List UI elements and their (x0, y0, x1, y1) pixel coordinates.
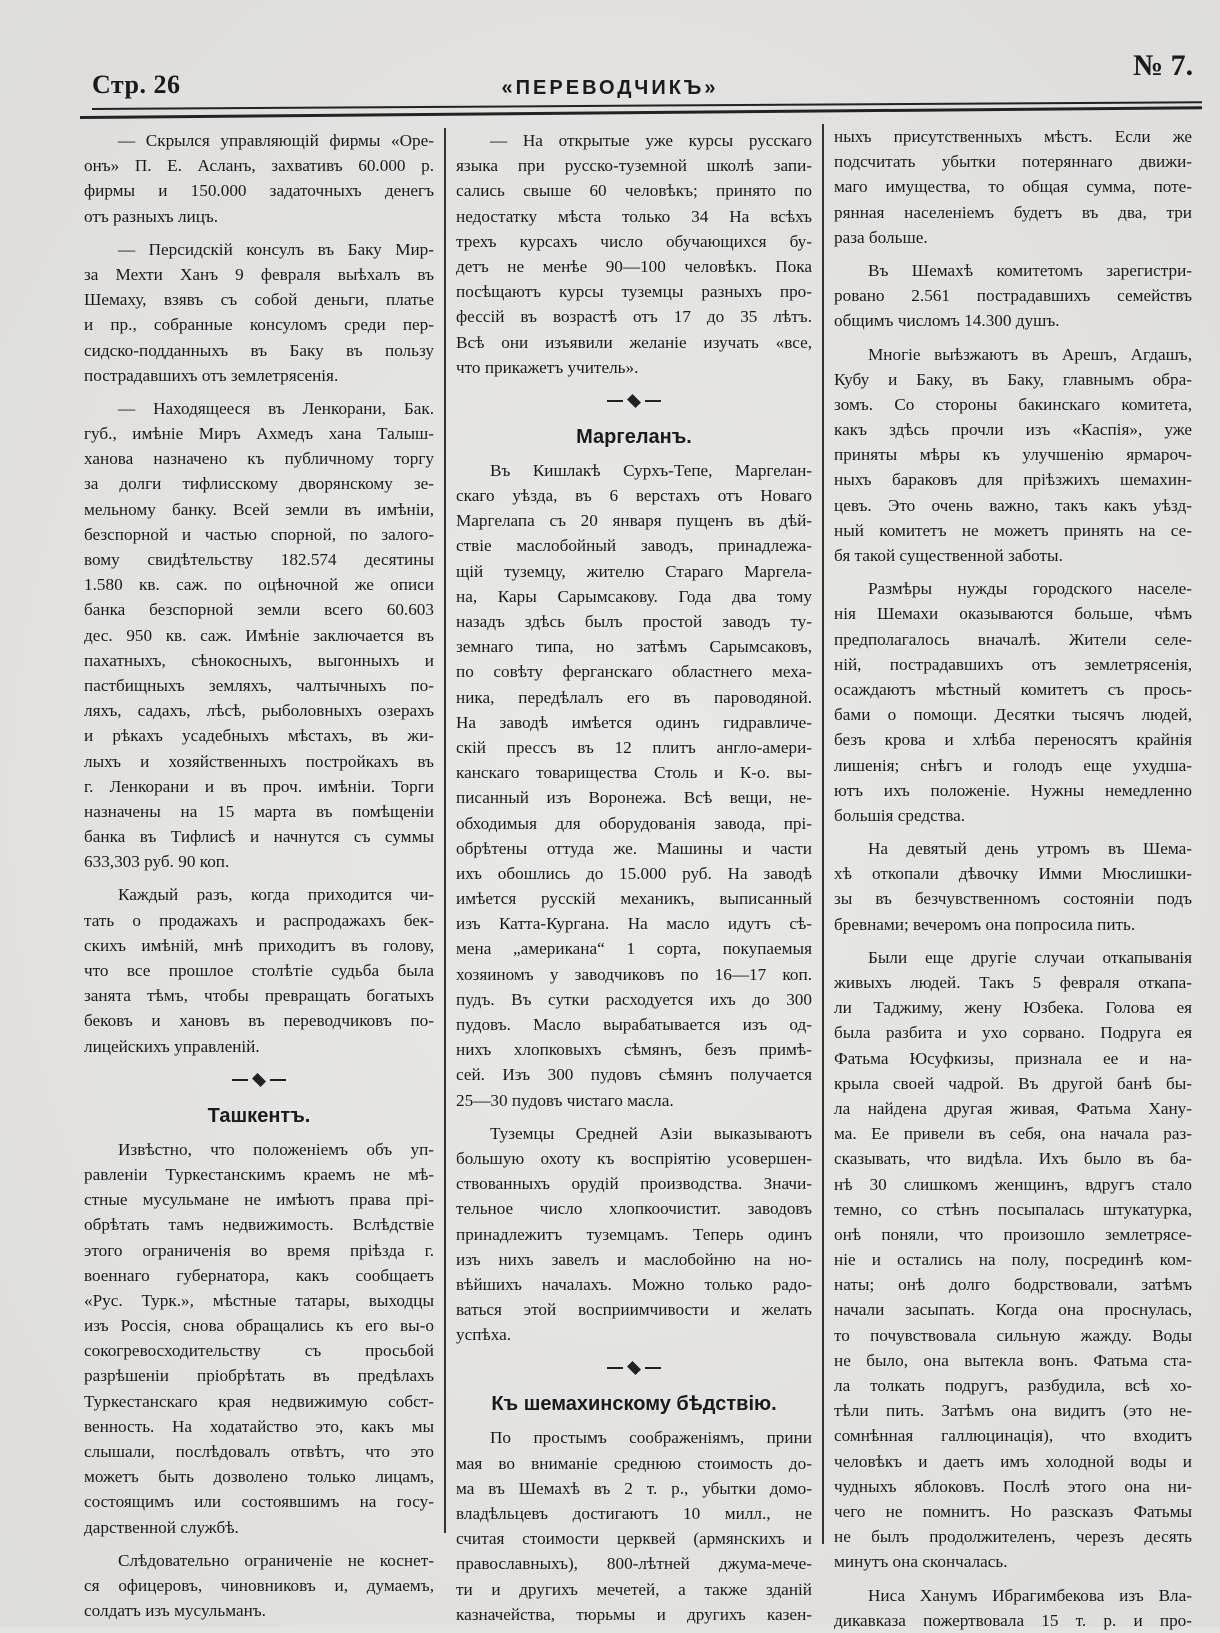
text-line: Каждый разъ, когда приходится чи- (118, 885, 434, 905)
text-line: ный комитетъ не можетъ принять на се- (834, 520, 1192, 540)
text-line: на, Кары Сарымсакову. Года два тому (456, 586, 812, 606)
text-line: скихъ имѣній, мнѣ приходитъ въ голову, (84, 935, 434, 955)
section-ornament (456, 386, 812, 416)
text-line: военнаго губернатора, какъ сообщаетъ (84, 1265, 434, 1285)
text-line: По простымъ соображеніямъ, прини (490, 1428, 812, 1448)
text-line: считая стоимости церквей (армянскихъ и (456, 1529, 812, 1549)
text-line: Шемаху, взявъ съ собой деньги, платье (84, 290, 434, 310)
text-line: Туземцы Средней Азіи выказываютъ (490, 1123, 812, 1143)
text-line: ровано 2.561 пострадавшихъ семействъ (834, 286, 1192, 306)
paragraph (456, 458, 812, 1113)
text-line: щій туземцу, жителю Стараго Маргела- (456, 561, 812, 581)
text-line: стные мусульмане не имѣютъ права прі- (84, 1190, 434, 1210)
column-divider-left (444, 128, 446, 1533)
text-line: 25—30 пудовъ чистаго масла. (456, 1090, 674, 1110)
text-line: сидско-подданныхъ въ Баку въ пользу (84, 340, 434, 360)
section-heading-shemakha: Къ шемахинскому бѣдствію. (491, 1393, 777, 1416)
text-line: детъ не менѣе 90—100 человѣкъ. Пока (456, 256, 812, 276)
text-line: тѣли пить. Затѣмъ она видитъ (это не- (834, 1401, 1192, 1421)
paragraph (834, 342, 1192, 569)
text-line: не было, она вытекла вонъ. Фатьма ста- (834, 1350, 1192, 1370)
text-line: банка безспорной земли всего 60.603 (84, 600, 434, 620)
text-line: минутъ она скончалась. (834, 1552, 1008, 1572)
paragraph (84, 128, 434, 229)
text-line: Слѣдовательно ограниченіе не коснет- (118, 1550, 434, 1570)
text-line: тельное число хлопкоочистит. заводовъ (456, 1199, 812, 1219)
text-line: казначейства, тюрьмы и другихъ казен- (456, 1604, 812, 1624)
text-line: мельному банку. Всей земли въ имѣніи, (84, 499, 434, 519)
column-right (834, 124, 1192, 1633)
text-line: Размѣры нужды городского населе- (868, 579, 1192, 599)
paragraph (84, 1137, 434, 1540)
diamond-icon (252, 1073, 266, 1087)
text-line: что все прошлое столѣтіе судьба была (84, 961, 434, 980)
text-line: пастбищныхъ земляхъ, чалтычныхъ по- (84, 675, 434, 695)
text-line: пудъ. Въ сутки расходуется ихъ до 300 (456, 989, 812, 1009)
paragraph (834, 945, 1192, 1575)
text-line: ній, пострадавшихъ отъ землетрясенія, (834, 654, 1192, 674)
text-line: бековъ и хановъ въ переводчиковъ по- (84, 1011, 434, 1031)
text-line: живыхъ людей. Такъ 5 февраля откапа- (834, 973, 1192, 992)
text-line: ла найдена другая живая, Фатьма Хану- (834, 1098, 1192, 1118)
text-line: большую охоту къ воспріятію усовершен- (456, 1148, 812, 1168)
text-line: чего не помнитъ. Но разсказъ Фатьмы (834, 1501, 1192, 1521)
text-line: занята тѣмъ, чтобы превращать богатыхъ (84, 986, 434, 1006)
text-line: скаго уѣзда, въ 6 верстахъ отъ Новаго (456, 486, 812, 506)
text-line: бя такой существенной заботы. (834, 546, 1063, 565)
text-line: ся офицеровъ, чиновниковъ и, думаемъ, (84, 1575, 434, 1595)
paragraph (456, 1425, 812, 1627)
text-line: большія средства. (834, 805, 966, 825)
text-line: земнаго типа, но затѣмъ Сарымсаковъ, (456, 637, 812, 657)
text-line: ника, передѣлалъ его въ пароводяной. (456, 687, 812, 707)
text-line: мена „американа“ 1 сорта, покупаемыя (456, 939, 812, 959)
text-line: ти и другихъ мечетей, а также зданій (456, 1579, 812, 1599)
text-line: Ниса Ханумъ Ибрагимбекова изъ Вла- (868, 1585, 1192, 1605)
text-line: чудныхъ яблоковъ. Послѣ этого она ни- (834, 1476, 1192, 1496)
text-line: изъ Россія, снова обращались къ его вы-о (84, 1316, 434, 1336)
text-line: успѣха. (456, 1325, 512, 1345)
text-line: за долги тифлисскому дворянскому зе- (84, 474, 434, 494)
text-line: назадъ здѣсь былъ простой заводъ ту- (456, 612, 812, 631)
text-line: дикавказа пожертвовала 15 т. р. и про- (834, 1610, 1192, 1630)
text-line: раза больше. (834, 227, 928, 247)
text-line: назначены на 15 марта въ помѣщеніи (84, 801, 434, 821)
text-line: за Мехти Ханъ 9 февраля выѣхалъ въ (84, 264, 434, 284)
text-line: пудовъ. Масло вырабатывается изъ од- (456, 1015, 812, 1034)
text-line: сомнѣнная галлюцинація), что входитъ (834, 1426, 1192, 1446)
text-line: банка въ Тифлисѣ и начнутся съ суммы (84, 827, 434, 847)
text-line: ма въ Шемахѣ въ 2 т. р., убытки домо- (456, 1478, 812, 1498)
text-line: ныхъ бараковъ для пріѣзжихъ шемахин- (834, 470, 1192, 490)
text-line: скій прессъ въ 12 плитъ англо-амери- (456, 737, 812, 757)
text-line: нія Шемахи оказываются больше, чѣмъ (834, 604, 1192, 624)
text-line: Извѣстно, что положеніемъ объ уп- (118, 1139, 434, 1159)
issue-number: № 7. (1133, 49, 1194, 82)
text-line: На заводѣ имѣется одинъ гидравличе- (456, 712, 812, 732)
section-ornament (456, 1353, 812, 1383)
column-divider-right (822, 124, 824, 1544)
page-number: Стр. 26 (92, 70, 181, 99)
text-line: Въ Шемахѣ комитетомъ зарегистри- (868, 260, 1192, 280)
text-line: лишенія; снѣгъ и голодъ еще ухудша- (834, 755, 1192, 775)
text-line: хозяиномъ у заводчиковъ по 16—17 коп. (456, 964, 812, 984)
text-line: темно, со стѣнъ посыпалась штукатурка, (834, 1199, 1192, 1219)
text-line: сались свыше 60 человѣкъ; принято по (456, 181, 812, 201)
text-line: общимъ числомъ 14.300 душъ. (834, 311, 1060, 331)
text-line: Фатьма Юсуфкизы, признала ее и на- (834, 1048, 1192, 1068)
paragraph (84, 237, 434, 388)
text-line: — На открытые уже курсы русскаго (490, 131, 812, 150)
text-line: бревнами; вечеромъ она попросила пить. (834, 914, 1136, 934)
text-line: осаждаютъ мѣстный комитетъ съ прось- (834, 679, 1192, 699)
text-line: лицейскихъ управленій. (84, 1036, 260, 1056)
text-line: равленіи Туркестанскимъ краемъ не мѣ- (84, 1164, 434, 1184)
text-line: «Рус. Турк.», мѣстные татары, выходцы (84, 1290, 434, 1310)
text-line: нѣ 30 слишкомъ женщинъ, вдругъ стало (834, 1174, 1192, 1194)
text-line: нихъ хлопковыхъ сѣмянъ, безъ примѣ- (456, 1040, 812, 1060)
text-line: Въ Кишлакѣ Сурхъ-Тепе, Маргелан- (490, 460, 812, 480)
text-line: — Находящееся въ Ленкорани, Бак. (118, 398, 434, 418)
text-line: можетъ быть дозволено только лицамъ, (84, 1467, 434, 1487)
text-line: трехъ курсахъ число обучающихся бу- (456, 231, 812, 251)
text-line: начали засыпать. Когда она проснулась, (834, 1300, 1192, 1320)
text-line: онѣ поняли, что произошло землетрясе- (834, 1224, 1192, 1244)
text-line: вѣйшихъ началахъ. Можно только радо- (456, 1274, 812, 1294)
text-line: крыла своей чадрой. Въ другой банѣ бы- (834, 1073, 1192, 1093)
text-line: сказывать, что видѣла. Ихъ было въ ба- (834, 1149, 1192, 1169)
paragraph (456, 1121, 812, 1348)
text-line: православныхъ), 800-лѣтней джума-мече- (456, 1554, 812, 1574)
text-line: фессій въ возрастѣ отъ 17 до 35 лѣтъ. (456, 307, 812, 327)
text-line: Были еще другіе случаи откапыванія (868, 947, 1192, 967)
text-line: ныхъ присутственныхъ мѣстъ. Если же (834, 127, 1192, 146)
text-line: канскаго товарищества Столь и К-о. вы- (456, 763, 812, 783)
text-line: бами о помощи. Десятки тысячъ людей, (834, 705, 1192, 725)
text-line: ствіе маслобойный заводъ, принадлежа- (456, 536, 812, 556)
text-line: обрѣтены оттуда же. Машины и части (456, 838, 812, 858)
text-line: была разбита и ухо сорвано. Подруга ея (834, 1023, 1192, 1043)
text-line: безъ крова и хлѣба переносятъ крайнія (834, 730, 1192, 750)
text-line: Кубу и Баку, въ Баку, главнымъ обра- (834, 369, 1192, 389)
text-line: ваться этой восприимчивости и желать (456, 1300, 812, 1320)
text-line: и пр., собранные консуломъ среди пер- (84, 315, 434, 335)
text-line: ніе и остались на полу, посрединѣ ком- (834, 1250, 1192, 1270)
text-line: рянная населеніемъ будетъ въ два, три (834, 202, 1192, 222)
text-line: Многіе выѣзжаютъ въ Арешъ, Агдашъ, (868, 344, 1192, 364)
text-line: мая во вниманіе среднюю стоимость до- (456, 1453, 812, 1473)
diamond-icon (627, 394, 641, 408)
text-line: обходимыя для оборудованія завода, прі- (456, 813, 812, 833)
text-line: какъ здѣсь прочли изъ «Каспія», уже (834, 420, 1192, 440)
paragraph (834, 1583, 1192, 1633)
text-line: по совѣту ферганскаго областнего меха- (456, 662, 812, 682)
text-line: отъ разныхъ лицъ. (84, 206, 219, 226)
text-line: изъ Катта-Кургана. На масло идутъ сѣ- (456, 914, 812, 934)
text-line: тать о продажахъ и распродажахъ бек- (84, 910, 434, 930)
paragraph (834, 576, 1192, 828)
text-line: сей. Изъ 300 пудовъ сѣмянъ получается (456, 1065, 812, 1085)
text-line: безспорной и частью спорной, по залого- (84, 524, 434, 544)
text-line: ма. Ее привели въ себя, она начала раз- (834, 1124, 1192, 1144)
section-heading-tashkent: Ташкентъ. (207, 1104, 311, 1127)
text-line: На девятый день утромъ въ Шема- (868, 839, 1192, 859)
text-line: хѣ откопали дѣвочку Имми Мюслишки- (834, 864, 1192, 884)
text-line: слышали, послѣдовалъ отвѣтъ, что это (84, 1442, 434, 1461)
text-line: изъ нихъ завелъ и маслобойню на но- (456, 1249, 812, 1269)
newspaper-title: «ПЕРЕВОДЧИКЪ» (501, 77, 719, 99)
paragraph (834, 258, 1192, 334)
text-line: ютъ ихъ положеніе. Нужны немедленно (834, 780, 1192, 800)
text-line: вому свидѣтельству 182.574 десятины (84, 550, 434, 569)
section-heading-margelan: Маргеланъ. (576, 425, 692, 448)
text-line: онъ» П. Е. Асланъ, захвативъ 60.000 р. (84, 156, 434, 176)
text-line: языка при русско-туземной школѣ запи- (456, 156, 812, 176)
paragraph (456, 128, 812, 380)
text-line: маго имущества, то общая сумма, поте- (834, 177, 1192, 197)
text-line: состоящимъ или состоявшимъ на госу- (84, 1492, 434, 1512)
paragraph (84, 1548, 434, 1624)
paragraph (84, 396, 434, 875)
text-line: — Скрылся управляющій фирмы «Оре- (118, 131, 434, 150)
text-line: лыхъ и хозяйственныхъ постройкахъ въ (84, 751, 434, 771)
text-line: то почувствовала сильную жажду. Воды (834, 1325, 1192, 1345)
text-line: г. Ленкорани и въ проч. имѣніи. Торги (84, 776, 434, 796)
text-line: Всѣ они изъявили желаніе изучать «все, (456, 332, 812, 352)
text-line: что прикажетъ учитель». (456, 357, 639, 377)
text-line: 633,303 руб. 90 коп. (84, 852, 230, 872)
text-line: зомъ. Со стороны бакинскаго комитета, (834, 394, 1192, 414)
text-line: писанный изъ Воронежа. Всѣ вещи, не- (456, 788, 812, 808)
text-line: предполагалось вначалѣ. Жители селе- (834, 629, 1192, 649)
text-line: губ., имѣніе Миръ Ахмедъ хана Талыш- (84, 424, 434, 444)
text-line: дес. 950 кв. саж. Имѣніе заключается въ (84, 625, 434, 645)
text-line: Туркестанскаго края недвижимую собст- (84, 1391, 434, 1411)
text-line: зы въ безчувственномъ состояніи подъ (834, 889, 1192, 909)
text-line: ляхъ, садахъ, лѣсѣ, рыболовныхъ озерахъ (84, 701, 434, 721)
column-left (84, 128, 434, 1623)
text-line: посѣщаютъ курсы туземцы разныхъ про- (456, 282, 812, 302)
text-line: ихъ обошлись до 15.000 руб. На заводѣ (456, 863, 812, 883)
text-line: и рѣкахъ усадебныхъ мѣстахъ, въ жи- (84, 726, 434, 746)
text-line: венность. На ходатайство это, какъ мы (84, 1416, 434, 1436)
diamond-icon (627, 1361, 641, 1375)
text-line: этого ограниченія во время пріѣзда г. (84, 1240, 434, 1260)
text-line: пострадавшихъ отъ землетрясенія. (84, 365, 339, 385)
text-line: не былъ продолжителенъ, черезъ десять (834, 1527, 1192, 1547)
text-line: подсчитать убытки потеряннаго движи- (834, 152, 1192, 172)
text-line: недостатку мѣста только 34 На всѣхъ (456, 206, 812, 226)
column-middle (456, 128, 812, 1627)
text-line: фирмы и 150.000 задаточныхъ денегъ (84, 181, 434, 201)
text-line: цевъ. Это очень важно, такъ какъ уѣзд- (834, 495, 1192, 515)
text-line: ли Таджиму, жену Юзбека. Голова ея (834, 998, 1192, 1018)
text-line: человѣкъ и даетъ имъ холодной воды и (834, 1451, 1192, 1471)
text-line: наты; онѣ долго бодрствовали, затѣмъ (834, 1275, 1192, 1295)
text-line: имѣется русскій механикъ, выписанный (456, 889, 812, 909)
text-line: владѣльцевъ достигаютъ 10 милл., не (456, 1504, 812, 1523)
text-line: ла толкать подругъ, разбудила, всѣ хо- (834, 1376, 1192, 1395)
text-line: Маргелапа съ 20 января пущенъ въ дѣй- (456, 511, 812, 531)
paragraph (834, 836, 1192, 937)
text-line: разрѣшеніи пріобрѣтать въ предѣлахъ (84, 1366, 434, 1386)
section-ornament (84, 1065, 434, 1095)
text-line: ствованныхъ орудій производства. Значи- (456, 1174, 812, 1194)
paragraph (834, 124, 1192, 250)
text-line: пахатныхъ, сѣнокосныхъ, выгонныхъ и (84, 650, 434, 670)
text-line: — Персидскій консулъ въ Баку Мир- (118, 239, 434, 259)
text-line: дарственной службѣ. (84, 1517, 239, 1537)
text-line: принадлежитъ туземцамъ. Теперь одинъ (456, 1224, 812, 1244)
text-line: 1.580 кв. саж. по оцѣночной же описи (84, 575, 434, 595)
text-line: ханова назначено къ публичному торгу (84, 449, 434, 469)
text-line: солдатъ изъ мусульманъ. (84, 1601, 266, 1621)
paragraph (84, 882, 434, 1058)
text-line: обрѣтать тамъ недвижимость. Вслѣдствіе (84, 1215, 434, 1235)
text-line: сокогревосходительству съ просьбой (84, 1341, 434, 1361)
text-line: приняты мѣры къ улучшенію ярмароч- (834, 445, 1192, 465)
